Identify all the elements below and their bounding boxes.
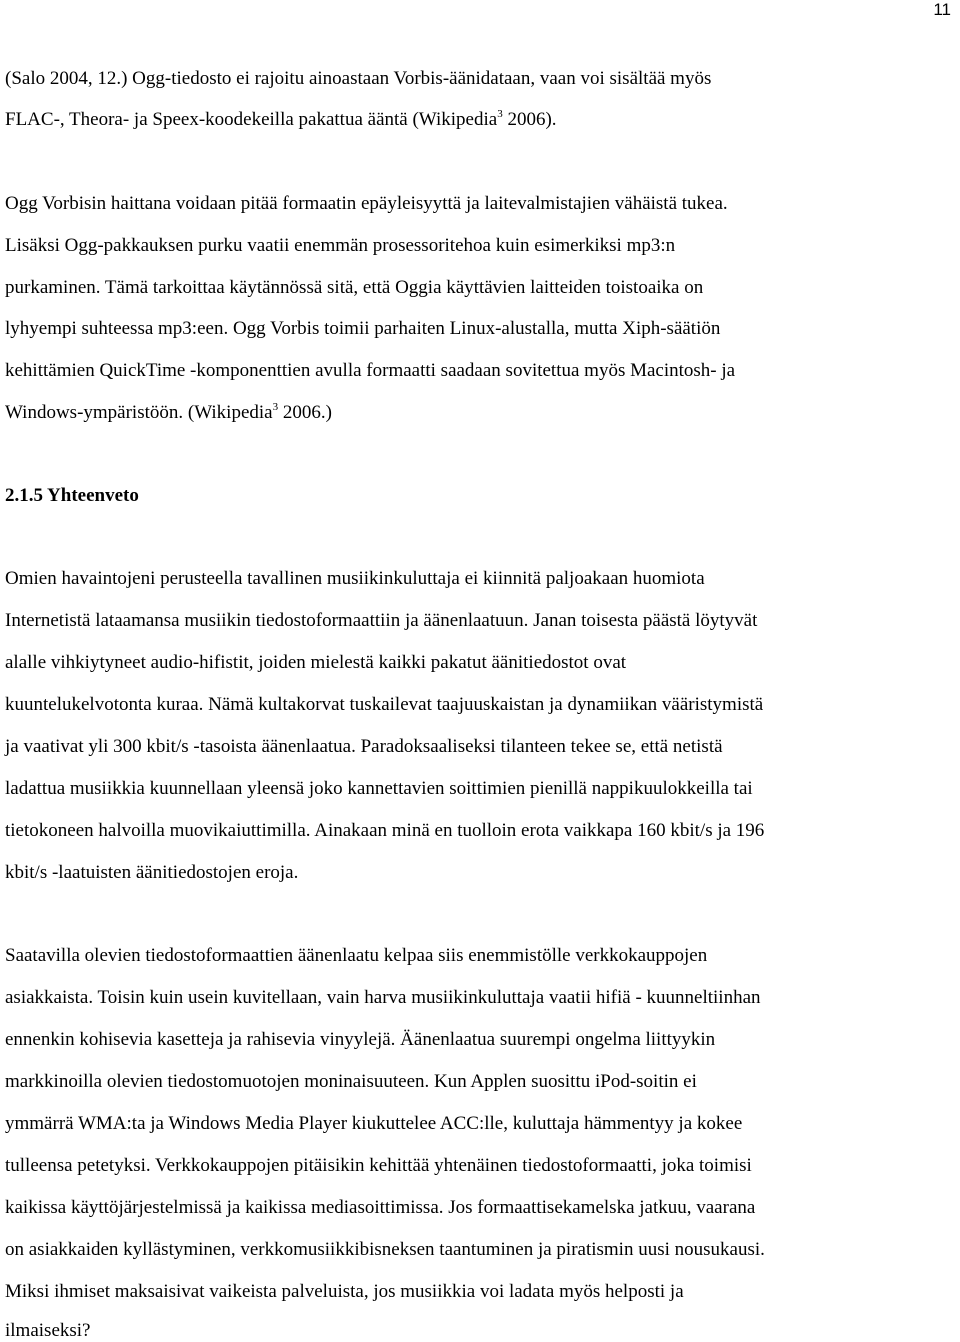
paragraph-4-line-4: markkinoilla olevien tiedostomuotojen moninaisuuteen. Kun Applen suosittu iPod-soitin ei — [5, 1071, 697, 1092]
paragraph-3-line-6: ladattua musiikkia kuunnellaan yleensä joko kannettavien soittimien pienillä nappikuulokkeilla tai — [5, 778, 753, 799]
paragraph-4-line-7: kaikissa käyttöjärjestelmissä ja kaikissa mediasoittimissa. Jos formaattisekamelska jatkuu, vaarana — [5, 1197, 756, 1218]
paragraph-3-line-3: alalle vihkiytyneet audio-hifistit, joiden mielestä kaikki pakatut äänitiedostot ovat — [5, 652, 627, 673]
paragraph-4-line-8: on asiakkaiden kyllästyminen, verkkomusiikkibisneksen taantuminen ja piratismin uusi nousukausi. — [5, 1239, 765, 1260]
paragraph-3-line-7: tietokoneen halvoilla muovikaiuttimilla. Ainakaan minä en tuolloin erota vaikkapa 160 kbit/s ja 196 — [5, 820, 765, 841]
paragraph-4-line-6: tulleensa petetyksi. Verkkokauppojen pitäisikin kehittää yhtenäinen tiedostoformaatti, joka toimisi — [5, 1155, 752, 1176]
paragraph-4-line-10: ilmaiseksi? — [5, 1320, 91, 1341]
paragraph-4-line-2: asiakkaista. Toisin kuin usein kuvitellaan, vain harva musiikinkuluttaja vaatii hifiä - kuunneltiinhan — [5, 987, 761, 1008]
paragraph-4-line-5: ymmärrä WMA:ta ja Windows Media Player kiukuttelee ACC:lle, kuluttaja hämmentyy ja kokee — [5, 1113, 743, 1134]
paragraph-2-line-4: lyhyempi suhteessa mp3:een. Ogg Vorbis toimii parhaiten Linux-alustalla, mutta Xiph-säätiön — [5, 318, 721, 339]
section-heading: 2.1.5 Yhteenveto — [5, 485, 139, 506]
paragraph-2-line-2: Lisäksi Ogg-pakkauksen purku vaatii enemmän prosessoritehoa kuin esimerkiksi mp3:n — [5, 235, 676, 256]
line-text-after: 2006.) — [278, 402, 332, 423]
paragraph-1-line-2 — [5, 109, 557, 131]
paragraph-3-line-4: kuuntelukelvotonta kuraa. Nämä kultakorvat tuskailevat taajuuskaistan ja dynamiikan vääristymistä — [5, 694, 764, 715]
paragraph-3-line-5: ja vaativat yli 300 kbit/s -tasoista äänenlaatua. Paradoksaaliseksi tilanteen tekee se, että netistä — [5, 736, 723, 757]
paragraph-4-line-9: Miksi ihmiset maksaisivat vaikeista palveluista, jos musiikkia voi ladata myös helposti ja — [5, 1281, 684, 1302]
line-text-after: 2006). — [502, 109, 557, 130]
paragraph-3-line-2: Internetistä lataamansa musiikin tiedostoformaattiin ja äänenlaatuun. Janan toisesta päästä löytyvät — [5, 610, 758, 631]
paragraph-3-line-1: Omien havaintojeni perusteella tavallinen musiikinkuluttaja ei kiinnitä paljoakaan huomiota — [5, 568, 705, 589]
paragraph-1-line-1: (Salo 2004, 12.) Ogg-tiedosto ei rajoitu ainoastaan Vorbis-äänidataan, vaan voi sisältää myös — [5, 68, 712, 89]
paragraph-4-line-3: ennenkin kohisevia kasetteja ja rahisevia vinyylejä. Äänenlaatua suurempi ongelma liittyykin — [5, 1029, 716, 1050]
footnote-superscript: 3 — [272, 401, 279, 413]
paragraph-2-line-5: kehittämien QuickTime -komponenttien avulla formaatti saadaan sovitettua myös Macintosh- ja — [5, 360, 736, 381]
line-text: FLAC-, Theora- ja Speex-koodekeilla pakattua ääntä (Wikipedia — [5, 109, 498, 130]
paragraph-2-line-3: purkaminen. Tämä tarkoittaa käytännössä sitä, että Oggia käyttävien laitteiden toistoaika on — [5, 277, 704, 298]
footnote-superscript: 3 — [497, 108, 503, 120]
paragraph-3-line-8: kbit/s -laatuisten äänitiedostojen eroja. — [5, 862, 299, 883]
paragraph-2-line-6 — [5, 402, 332, 424]
paragraph-2-line-1: Ogg Vorbisin haittana voidaan pitää formaatin epäyleisyyttä ja laitevalmistajien vähäistä tukea. — [5, 193, 728, 214]
line-text: Windows-ympäristöön. (Wikipedia — [5, 402, 273, 423]
page-number: 11 — [933, 0, 951, 19]
paragraph-4-line-1: Saatavilla olevien tiedostoformaattien äänenlaatu kelpaa siis enemmistölle verkkokauppojen — [5, 945, 708, 966]
